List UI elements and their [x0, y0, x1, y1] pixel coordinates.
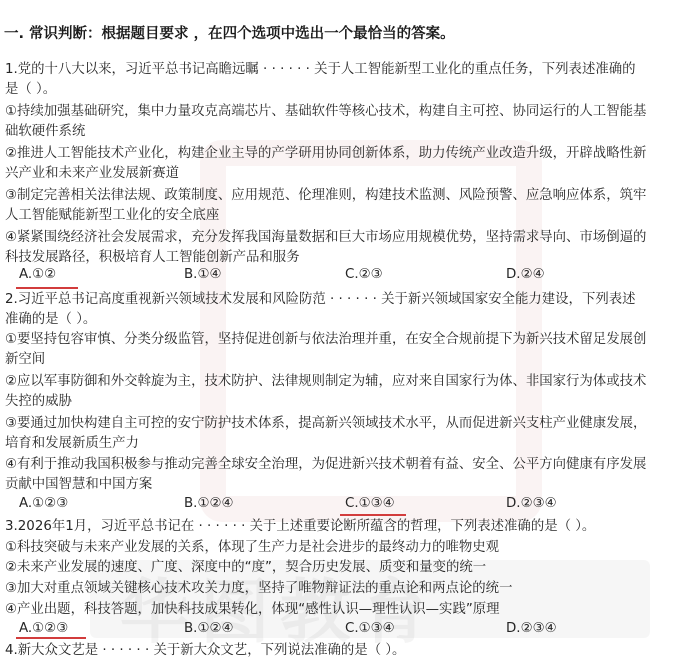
q1-stem-line-1: 1.党的十八大以来，习近平总书记高瞻远瞩 · · · · · · 关于人工智能新型工业化的重点任务，下列表述准确的 [5, 62, 636, 77]
q2-answer-underline [340, 514, 406, 516]
q3-options [19, 619, 619, 639]
q1-statement-4-line-1: ④紧紧围绕经济社会发展需求，充分发挥我国海量数据和巨大市场应用规模优势，坚持需求导向、市场倒逼的 [5, 230, 647, 245]
q2-statement-1-line-2: 新空间 [5, 352, 46, 367]
q3-option-c[interactable]: C.①③④ [345, 621, 395, 636]
q2-statement-3-line-1: ③要通过加快构建自主可控的安宁防护技术体系，提高新兴领域技术水平，从而促进新兴支柱产业健康发展， [5, 416, 647, 431]
q2-statement-4-line-1: ④有利于推动我国积极参与推动完善全球安全治理，为促进新兴技术朝着有益、安全、公平方向健康有序发展 [5, 457, 647, 472]
q1-answer-underline [16, 287, 78, 289]
q1-statement-2-line-1: ②推进人工智能技术产业化，构建企业主导的产学研用协同创新体系，助力传统产业改造升级，开辟战略性新 [5, 146, 647, 161]
q2-option-d[interactable]: D.②③④ [506, 496, 557, 511]
q2-statement-2-line-2: 失控的威胁 [5, 394, 72, 409]
q1-statement-3-line-2: 人工智能赋能新型工业化的安全底座 [5, 208, 220, 223]
q2-statement-4-line-2: 贡献中国智慧和中国方案 [5, 477, 153, 492]
q1-option-c[interactable]: C.②③ [345, 267, 383, 282]
q2-statement-2-line-1: ②应以军事防御和外交斡旋为主，技术防护、法律规则制定为辅，应对来自国家行为体、非国家行为体或技术 [5, 374, 647, 389]
q3-statement-2: ②未来产业发展的速度、广度、深度中的“度”，契合历史发展、质变和量变的统一 [5, 560, 487, 575]
section-heading: 一. 常识判断：根据题目要求 ，在四个选项中选出一个最恰当的答案。 [4, 26, 455, 42]
q3-statement-1: ①科技突破与未来产业发展的关系，体现了生产力是社会进步的最终动力的唯物史观 [5, 540, 500, 555]
q2-statement-3-line-2: 培育和发展新质生产力 [5, 436, 139, 451]
q3-statement-4: ④产业出题，科技答题，加快科技成果转化，体现“感性认识—理性认识—实践”原理 [5, 602, 500, 617]
q1-statement-3-line-1: ③制定完善相关法律法规、政策制度、应用规范、伦理准则，构建技术监测、风险预警、应急响应体系，筑牢 [5, 188, 647, 203]
q2-options [19, 494, 619, 514]
q1-option-a[interactable]: A.①② [19, 267, 57, 282]
q1-statement-4-line-2: 科技发展路径，积极培育人工智能创新产品和服务 [5, 250, 300, 265]
q4-stem-line-1: 4.新大众文艺是 · · · · · · 关于新大众文艺，下列说法准确的是（ ）。 [5, 643, 406, 658]
q1-statement-2-line-2: 兴产业和未来产业发展新赛道 [5, 166, 180, 181]
q1-option-d[interactable]: D.②④ [506, 267, 545, 282]
q2-stem-line-2: 准确的是（ ）。 [5, 312, 97, 327]
q2-option-a[interactable]: A.①②③ [19, 496, 69, 511]
q1-option-b[interactable]: B.①④ [184, 267, 222, 282]
q3-option-d[interactable]: D.②③④ [506, 621, 557, 636]
q2-option-c[interactable]: C.①③④ [345, 496, 395, 511]
q3-stem-line-1: 3.2026年1月，习近平总书记在 · · · · · · 关于上述重要论断所蕴含的哲理，下列表述准确的是（ ）。 [5, 519, 596, 534]
q2-stem-line-1: 2.习近平总书记高度重视新兴领域技术发展和风险防范 · · · · · · 关于新兴领域国家安全能力建设，下列表述 [5, 292, 636, 307]
q3-statement-3: ③加大对重点领域关键核心技术攻关力度，坚持了唯物辩证法的重点论和两点论的统一 [5, 581, 513, 596]
q1-statement-1-line-2: 础软硬件系统 [5, 124, 86, 139]
q1-options [19, 265, 619, 285]
q2-statement-1-line-1: ①要坚持包容审慎、分类分级监管，坚持促进创新与依法治理并重，在安全合规前提下为新兴技术留足发展创 [5, 332, 647, 347]
q3-answer-underline [16, 637, 86, 639]
q3-option-b[interactable]: B.①②④ [184, 621, 234, 636]
q1-stem-line-2: 是（ ）。 [5, 82, 57, 97]
q2-option-b[interactable]: B.①②④ [184, 496, 234, 511]
q3-option-a[interactable]: A.①②③ [19, 621, 69, 636]
q1-statement-1-line-1: ①持续加强基础研究，集中力量攻克高端芯片、基础软件等核心技术，构建自主可控、协同运行的人工智能基 [5, 104, 647, 119]
